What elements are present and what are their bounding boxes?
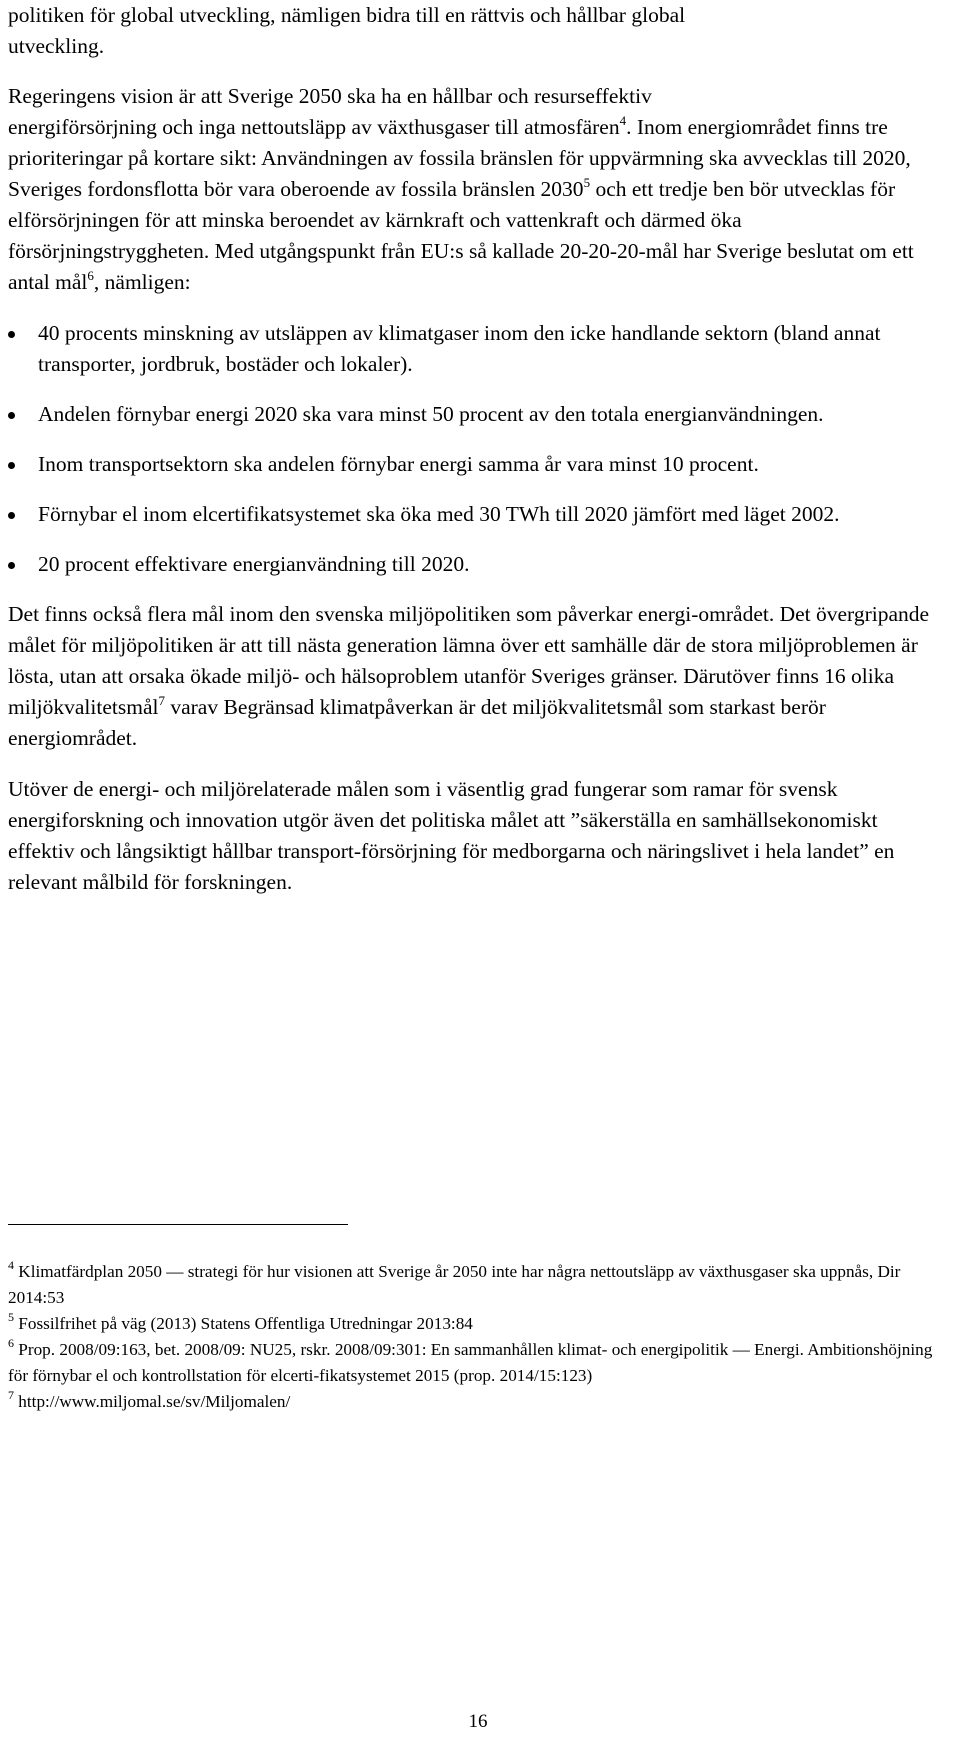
footnote-number: 4: [8, 1258, 14, 1272]
paragraph-text: , nämligen:: [93, 270, 191, 294]
page-number: 16: [468, 1711, 488, 1732]
list-item: [8, 499, 948, 530]
list-item: [8, 399, 948, 430]
list-item-text: Förnybar el inom elcertifikatsystemet ska öka med 30 TWh till 2020 jämfört med läget 2002.: [38, 502, 840, 526]
paragraph-text: Regeringens vision är att Sverige 2050 ska ha en hållbar och resurseffektiv: [8, 84, 652, 108]
list-item: [8, 549, 948, 580]
list-item-text: 40 procents minskning av utsläppen av klimatgaser inom den icke handlande sektorn (bland annat transporter, jordbruk, bostäder och lokaler).: [38, 321, 881, 376]
footnote-ref-5[interactable]: 5: [583, 175, 591, 190]
footnotes: [8, 1259, 948, 1415]
paragraph-text: . Inom energiområdet finns tre prioriteringar på kortare sikt: Användningen av fossila bränslen för uppvärmning ska avvecklas till 2020, Sveriges fordonsflotta bör vara oberoende av fossila bränslen 2030: [8, 115, 911, 201]
list-item: [8, 318, 948, 380]
document-page: [8, 0, 948, 1745]
footnote-link[interactable]: http://www.miljomal.se/sv/Miljomalen/: [18, 1392, 291, 1411]
footnote-item: [8, 1259, 948, 1311]
footnote-ref-4[interactable]: 4: [619, 113, 627, 128]
paragraph-line: politiken för global utveckling, nämligen bidra till en rättvis och hållbar global: [8, 3, 686, 27]
paragraph-vision: [8, 81, 948, 298]
paragraph-line: utveckling.: [8, 34, 105, 58]
footnote-item: [8, 1389, 948, 1415]
bullet-icon: [8, 331, 15, 338]
bullet-icon: [8, 512, 15, 519]
list-item-text: 20 procent effektivare energianvändning till 2020.: [38, 552, 470, 576]
list-item: [8, 449, 948, 480]
footnote-number: 7: [8, 1388, 14, 1402]
body-text: [8, 0, 948, 898]
paragraph-text: energiförsörjning och inga nettoutsläpp av växthusgaser till atmosfären: [8, 115, 620, 139]
footnote-text: Klimatfärdplan 2050 — strategi för hur visionen att Sverige år 2050 inte har några nettoutsläpp av växthusgaser ska uppnås, Dir 2014:53: [8, 1262, 901, 1307]
paragraph-text: varav Begränsad klimatpåverkan är det miljökvalitetsmål som starkast berör energiområdet.: [8, 695, 826, 750]
footnote-item: [8, 1337, 948, 1389]
footnote-divider: [8, 1224, 348, 1225]
paragraph-environment: [8, 599, 948, 754]
bullet-icon: [8, 462, 15, 469]
paragraph-research: [8, 774, 948, 898]
paragraph-continued: [8, 0, 948, 62]
list-item-text: Andelen förnybar energi 2020 ska vara minst 50 procent av den totala energianvändningen.: [38, 402, 824, 426]
paragraph-text: Det finns också flera mål inom den svenska miljöpolitiken som påverkar energi-området. Det övergripande målet för miljöpolitiken är att till nästa generation lämna över ett samhälle där de stora miljöproblemen är lösta, utan att orsaka ökade miljö- och hälsoproblem utanför Sveriges gränser. Därutöver finns 16 olika miljökvalitetsmål: [8, 602, 930, 719]
bullet-icon: [8, 412, 15, 419]
footnote-text: Prop. 2008/09:163, bet. 2008/09: NU25, rskr. 2008/09:301: En sammanhållen klimat- och energipolitik — Energi. Ambitionshöjning för förnybar el och kontrollstation för elcerti-fikatsystemet 2015 (prop. 2014/15:123): [8, 1340, 933, 1385]
paragraph-text: och ett tredje ben bör utvecklas för elförsörjningen för att minska beroendet av kärnkraft och vattenkraft och därmed öka försörjningstryggheten. Med utgångspunkt från EU:s så kallade 20-20-20-mål har Sverige beslutat om ett antal mål: [8, 177, 914, 294]
bullet-icon: [8, 562, 15, 569]
footnote-ref-7[interactable]: 7: [158, 693, 165, 708]
list-item-text: Inom transportsektorn ska andelen förnybar energi samma år vara minst 10 procent.: [38, 452, 759, 476]
paragraph-text: Utöver de energi- och miljörelaterade målen som i väsentlig grad fungerar som ramar för svensk energiforskning och innovation utgör även det politiska målet att ”säkerställa en samhällsekonomiskt effektiv och långsiktigt hållbar transport-försörjning för medborgarna och näringslivet i hela landet” en relevant målbild för forskningen.: [8, 777, 895, 894]
footnote-ref-6[interactable]: 6: [87, 268, 94, 283]
footnote-text: Fossilfrihet på väg (2013) Statens Offentliga Utredningar 2013:84: [18, 1314, 473, 1333]
footnote-number: 5: [8, 1310, 14, 1324]
goals-list: [8, 318, 948, 580]
footnote-item: [8, 1311, 948, 1337]
footnote-number: 6: [8, 1336, 14, 1350]
